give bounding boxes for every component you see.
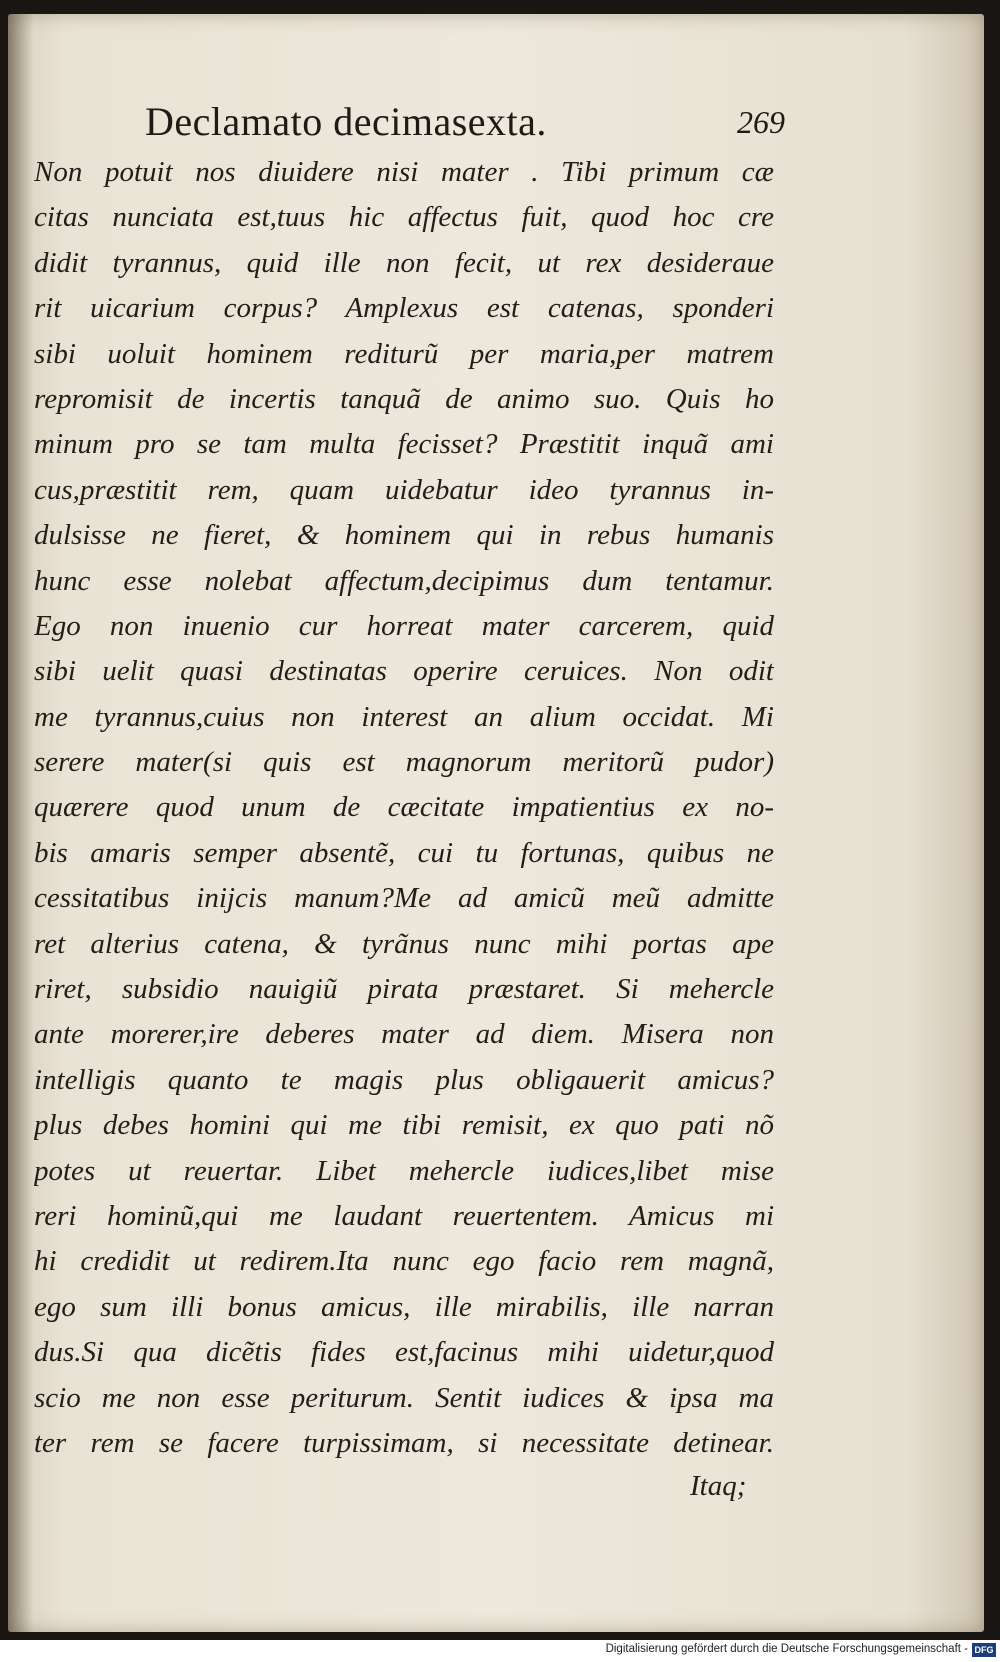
dfg-logo: DFG <box>972 1643 996 1657</box>
text-line: intelligis quanto te magis plus obligauerit amicus? <box>34 1063 774 1096</box>
text-line: quærere quod unum de cæcitate impatientius ex no- <box>34 791 774 824</box>
text-line: riret, subsidio nauigiũ pirata præstaret. Si mehercle <box>34 973 774 1006</box>
text-line: serere mater(si quis est magnorum meritorũ pudor) <box>34 746 774 779</box>
page-header <box>145 98 785 148</box>
text-line: ego sum illi bonus amicus, ille mirabilis, ille narran <box>34 1290 774 1323</box>
text-line: me tyrannus,cuius non interest an alium occidat. Mi <box>34 700 774 733</box>
text-line: ret alterius catena, & tyrãnus nunc mihi portas ape <box>34 927 774 960</box>
text-line: sibi uoluit hominem rediturũ per maria,per matrem <box>34 337 774 370</box>
text-line: Non potuit nos diuidere nisi mater . Tibi primum cæ <box>34 156 774 188</box>
running-title: Declamato decimasexta. <box>145 99 547 144</box>
page-number: 269 <box>737 104 785 140</box>
gutter-shadow <box>8 14 34 1632</box>
text-line: dus.Si qua dicẽtis fides est,facinus mihi uidetur,quod <box>34 1336 774 1369</box>
text-line: hunc esse nolebat affectum,decipimus dum tentamur. <box>34 564 774 597</box>
text-line: ante morerer,ire deberes mater ad diem. Misera non <box>34 1018 774 1051</box>
text-line: repromisit de incertis tanquã de animo suo. Quis ho <box>34 382 774 415</box>
catchword: Itaq; <box>690 1470 747 1502</box>
text-line: potes ut reuertar. Libet mehercle iudices,libet mise <box>34 1154 774 1187</box>
text-line: sibi uelit quasi destinatas operire ceruices. Non odit <box>34 655 774 688</box>
text-line: plus debes homini qui me tibi remisit, ex quo pati nõ <box>34 1109 774 1142</box>
text-line: dulsisse ne fieret, & hominem qui in rebus humanis <box>34 519 774 552</box>
digitization-footer <box>0 1640 1000 1662</box>
text-line: cus,præstitit rem, quam uidebatur ideo tyrannus in- <box>34 473 774 506</box>
text-line: cessitatibus inijcis manum?Me ad amicũ meũ admitte <box>34 882 774 915</box>
text-line: didit tyrannus, quid ille non fecit, ut rex desideraue <box>34 246 774 279</box>
text-line: hi credidit ut redirem.Ita nunc ego facio rem magnã, <box>34 1245 774 1278</box>
text-line: citas nunciata est,tuus hic affectus fuit, quod hoc cre <box>34 201 774 234</box>
text-line: ter rem se facere turpissimam, si necessitate detinear. <box>34 1426 774 1459</box>
text-line: Ego non inuenio cur horreat mater carcerem, quid <box>34 609 774 642</box>
body-text <box>34 150 774 1466</box>
text-line: rit uicarium corpus? Amplexus est catenas, sponderi <box>34 292 774 325</box>
text-line: reri hominũ,qui me laudant reuertentem. Amicus mi <box>34 1199 774 1232</box>
text-line: scio me non esse periturum. Sentit iudices & ipsa ma <box>34 1381 774 1414</box>
text-line: minum pro se tam multa fecisset? Præstitit inquã ami <box>34 428 774 461</box>
text-line: bis amaris semper absentẽ, cui tu fortunas, quibus ne <box>34 836 774 869</box>
funding-credit: Digitalisierung gefördert durch die Deutsche Forschungsgemeinschaft - <box>605 1643 968 1655</box>
